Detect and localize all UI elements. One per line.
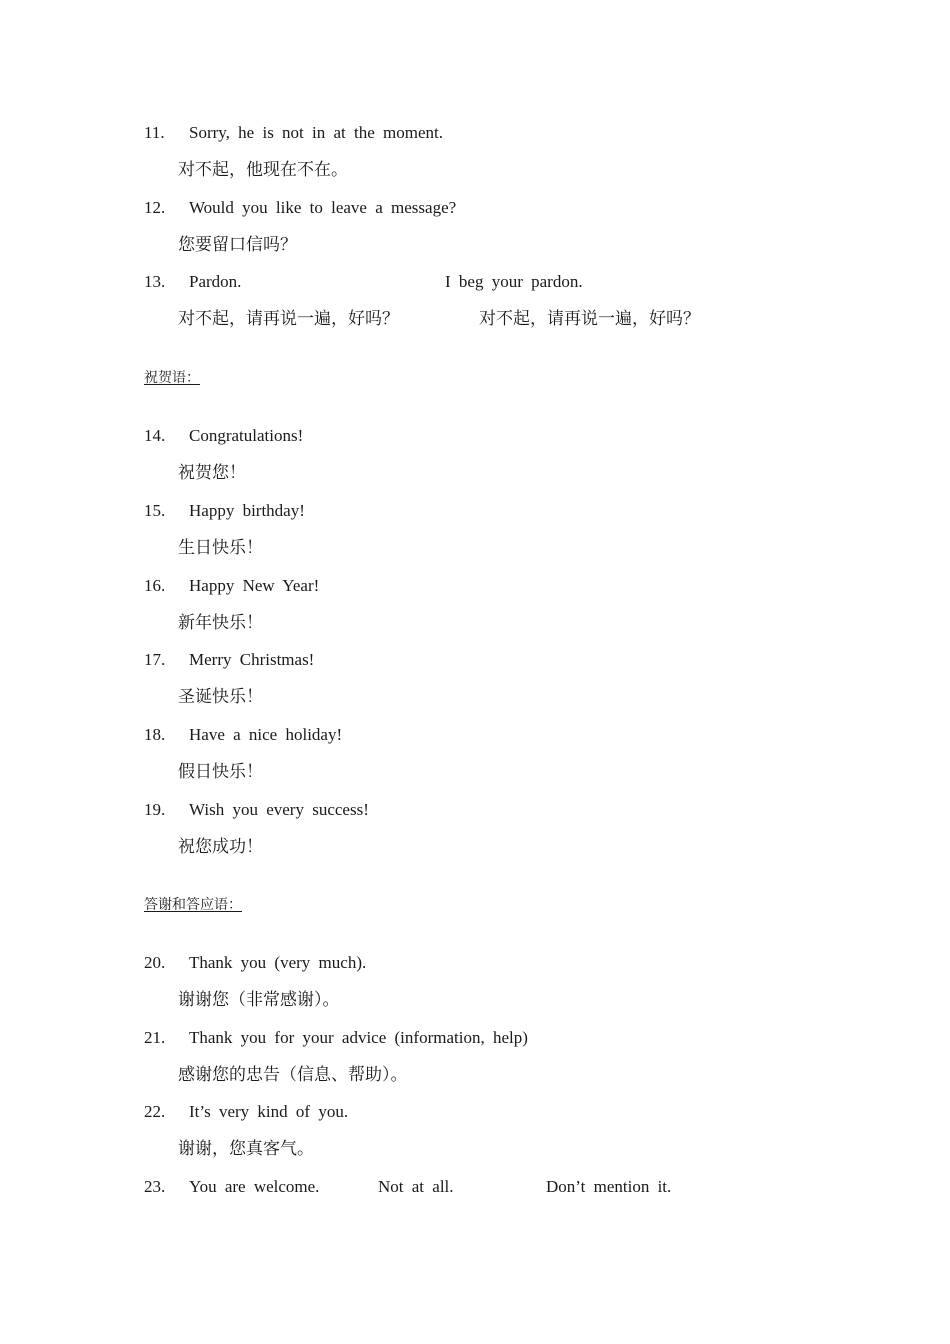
entry-number: 14. [144, 426, 166, 445]
entry-number: 21. [144, 1028, 166, 1047]
english-phrase: Happy birthday! [189, 501, 305, 520]
entry-number: 12. [144, 198, 166, 217]
english-phrase: Congratulations! [189, 426, 304, 445]
english-phrase: Happy New Year! [189, 576, 320, 595]
entry-number: 22. [144, 1102, 166, 1121]
chinese-translation: 新年快乐！ [178, 613, 263, 632]
section-heading-thanks: 答谢和答应语： [144, 898, 242, 913]
chinese-translation: 您要留口信吗？ [178, 235, 297, 254]
english-phrase-alt: Not at all. [378, 1177, 454, 1196]
entry-number: 17. [144, 650, 166, 669]
chinese-translation: 祝贺您！ [178, 463, 246, 482]
chinese-translation: 生日快乐！ [178, 538, 263, 557]
chinese-translation-alt: 对不起，请再说一遍，好吗？ [479, 309, 700, 328]
english-phrase: Have a nice holiday! [189, 725, 343, 744]
entry-number: 23. [144, 1177, 166, 1196]
chinese-translation: 圣诞快乐！ [178, 687, 263, 706]
chinese-translation: 对不起，请再说一遍，好吗？ [178, 309, 399, 328]
chinese-translation: 感谢您的忠告（信息、帮助）。 [178, 1065, 408, 1084]
english-phrase: Thank you for your advice (information, help) [189, 1028, 528, 1047]
entry-number: 16. [144, 576, 166, 595]
english-phrase-alt: Don’t mention it. [546, 1177, 672, 1196]
chinese-translation: 祝您成功！ [178, 837, 263, 856]
english-phrase: It’s very kind of you. [189, 1102, 349, 1121]
english-phrase-alt: I beg your pardon. [445, 272, 583, 291]
english-phrase: Pardon. [189, 272, 242, 291]
english-phrase: Merry Christmas! [189, 650, 315, 669]
section-heading-congratulations: 祝贺语： [144, 371, 200, 386]
entry-number: 15. [144, 501, 166, 520]
entry-number: 18. [144, 725, 166, 744]
english-phrase: Would you like to leave a message? [189, 198, 457, 217]
chinese-translation: 谢谢，您真客气。 [178, 1139, 314, 1158]
english-phrase: Thank you (very much). [189, 953, 367, 972]
english-phrase: You are welcome. [189, 1177, 320, 1196]
chinese-translation: 对不起，他现在不在。 [178, 160, 348, 179]
entry-number: 11. [144, 123, 165, 142]
entry-number: 13. [144, 272, 166, 291]
english-phrase: Sorry, he is not in at the moment. [189, 123, 444, 142]
chinese-translation: 谢谢您（非常感谢）。 [178, 990, 340, 1009]
entry-number: 20. [144, 953, 166, 972]
entry-number: 19. [144, 800, 166, 819]
chinese-translation: 假日快乐！ [178, 762, 263, 781]
english-phrase: Wish you every success! [189, 800, 369, 819]
